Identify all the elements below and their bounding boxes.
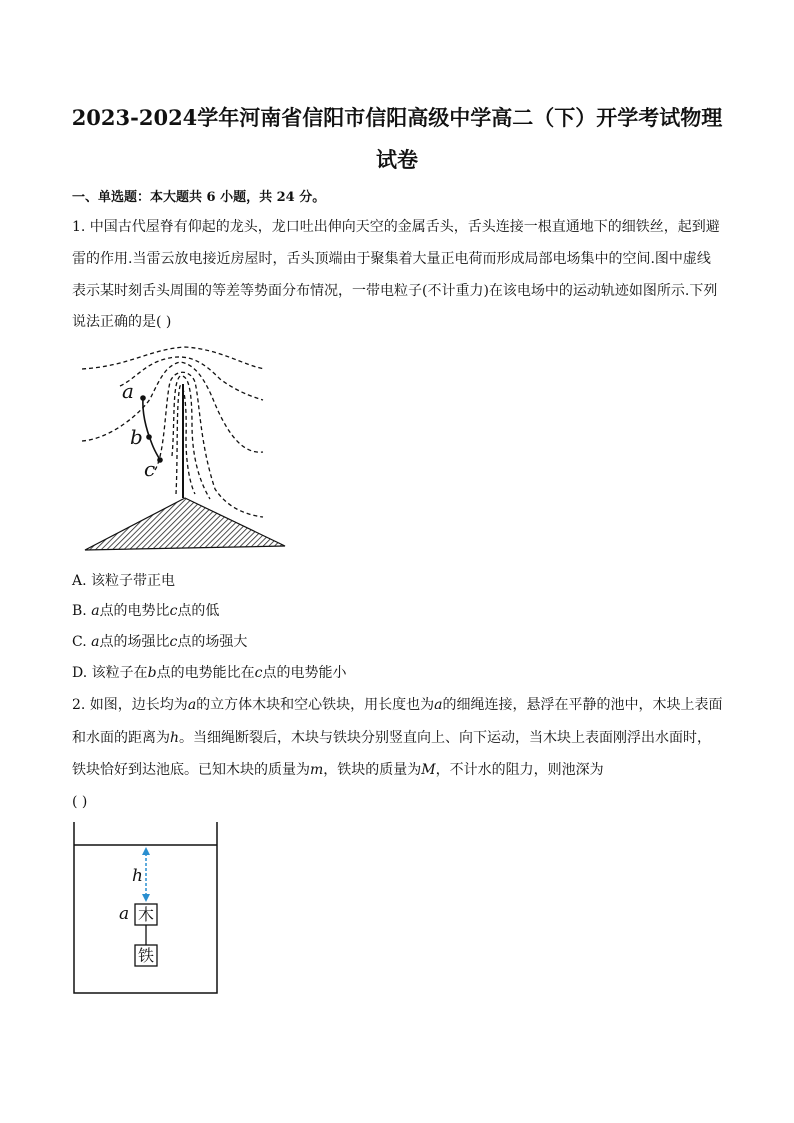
label-b: b: [130, 425, 143, 449]
roof-ground: [85, 498, 285, 550]
label-h: h: [132, 866, 143, 886]
q2-text-line2: 和水面的距离为h。当细绳断裂后，木块与铁块分别竖直向上、向下运动，当木块上表面刚浮出水面时，: [72, 730, 712, 746]
label-a: a: [119, 904, 130, 924]
exam-title-line2: 试卷: [376, 147, 418, 172]
q1-text-line4: 说法正确的是( ): [72, 314, 172, 330]
iron-label: 铁: [137, 946, 155, 965]
label-c: c: [144, 457, 156, 481]
section-heading: 一、单选题：本大题共 6 小题，共 24 分。: [72, 190, 326, 205]
q2-text-line1: 2. 如图，边长均为a的立方体木块和空心铁块，用长度也为a的细绳连接，悬浮在平静的池中，木块上表面: [72, 697, 723, 713]
point-b: [146, 434, 152, 440]
q2-pool-figure: [72, 820, 222, 996]
q1-option-a: A. 该粒子带正电: [72, 573, 176, 589]
q1-equipotential-figure: [80, 344, 290, 554]
h-arrow-head-bottom: [142, 894, 150, 902]
particle-trajectory: [143, 398, 160, 460]
wood-label: 木: [137, 905, 155, 924]
point-c: [157, 457, 163, 463]
equipotential-line: [120, 357, 263, 400]
exam-title-line1: 2023-2024学年河南省信阳市信阳高级中学高二（下）开学考试物理: [71, 105, 723, 130]
equipotential-line: [82, 347, 265, 369]
q1-text-line3: 表示某时刻舌头周围的等差等势面分布情况，一带电粒子(不计重力)在该电场中的运动轨迹如图所示.下列: [72, 283, 718, 299]
label-a: a: [122, 379, 134, 403]
q1-option-d: D. 该粒子在b点的电势能比在c点的电势能小: [72, 665, 347, 681]
h-arrow-head-top: [142, 847, 150, 855]
q2-text-line4: ( ): [72, 794, 88, 810]
q1-text-line1: 1. 中国古代屋脊有仰起的龙头，龙口吐出伸向天空的金属舌头，舌头连接一根直通地下的细铁丝，起到避: [72, 219, 720, 235]
q2-text-line3: 铁块恰好到达池底。已知木块的质量为m，铁块的质量为M，不计水的阻力，则池深为: [72, 762, 604, 778]
point-a: [140, 395, 146, 401]
q1-text-line2: 雷的作用.当雷云放电接近房屋时，舌头顶端由于聚集着大量正电荷而形成局部电场集中的空间.图中虚线: [72, 251, 711, 267]
q1-option-b: B. a点的电势比c点的低: [72, 603, 220, 619]
q1-option-c: C. a点的场强比c点的场强大: [72, 634, 248, 650]
equipotential-line: [155, 372, 263, 517]
